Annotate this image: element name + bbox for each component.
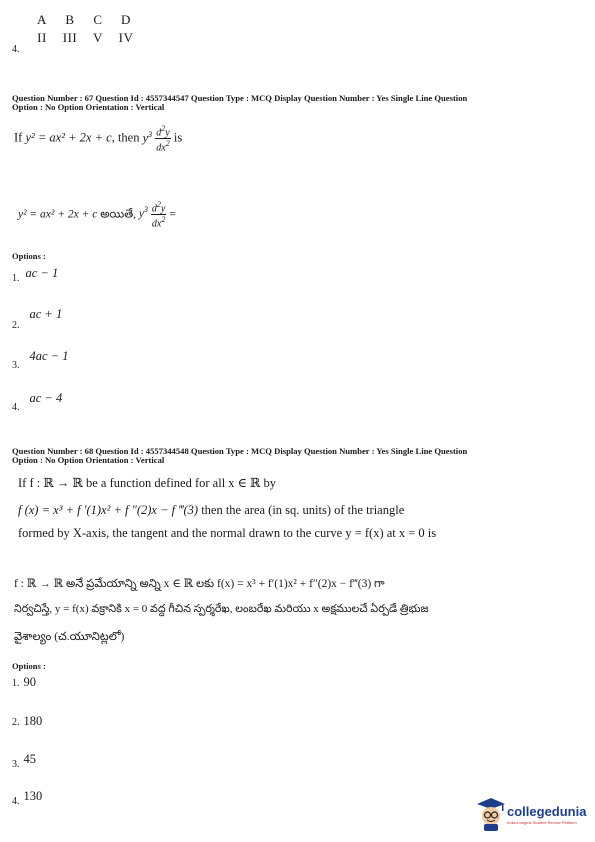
q68-english-line2-tail: then the area (in sq. units) of the triangle — [201, 503, 405, 517]
q67-is: is — [173, 130, 183, 145]
q68-option-1-number: 1. — [12, 678, 20, 689]
q67-option-3-number: 3. — [12, 360, 20, 371]
q68-option-3[interactable] — [12, 750, 36, 770]
match-header-c: C — [93, 12, 103, 27]
q67-option-2-text: ac + 1 — [29, 307, 63, 321]
q68-options-label: Options : — [12, 661, 46, 671]
q68-meta-line2: Option : No Option Orientation : Vertical — [12, 455, 165, 465]
match-value-a: II — [37, 30, 47, 45]
q68-option-2-text: 180 — [23, 714, 43, 728]
mascot-icon — [476, 797, 506, 831]
q67-english-question — [14, 124, 182, 154]
match-header-a: A — [37, 12, 47, 27]
q68-option-2-number: 2. — [12, 717, 20, 728]
q67-te-word: అయితే, — [100, 208, 137, 221]
q68-option-3-number: 3. — [12, 759, 20, 770]
q68-english-line2 — [18, 503, 404, 518]
q67-te-equation: y² = ax² + 2x + c — [18, 208, 98, 221]
q68-telugu-line2: నిర్వచిస్తే, y = f(x) వక్రానికి x = 0 వద్ద గీచిన స్పర్శరేఖ, లంబరేఖ మరియు x అక్షములచే ఏర్పడే త్రిభుజ — [14, 603, 429, 615]
q67-option-4-text: ac − 4 — [29, 391, 63, 405]
q68-function-equation: f (x) = x³ + f ′(1)x² + f ″(2)x − f ‴(3) — [18, 503, 199, 517]
q68-english-line3: formed by X-axis, the tangent and the normal drawn to the curve y = f(x) at x = 0 is — [18, 526, 437, 540]
q67-option-2[interactable] — [12, 305, 62, 331]
q68-option-3-text: 45 — [23, 752, 36, 766]
q67-option-4[interactable] — [12, 389, 62, 413]
q68-option-1-text: 90 — [23, 675, 36, 689]
q68-option-1[interactable] — [12, 673, 36, 691]
q67-option-1-number: 1. — [12, 273, 20, 284]
match-value-c: V — [93, 30, 103, 45]
q67-option-1-text: ac − 1 — [25, 266, 59, 280]
q67-option-3-text: 4ac − 1 — [29, 349, 69, 363]
q67-then: , then — [111, 130, 140, 145]
collegedunia-logo — [476, 797, 588, 833]
q67-option-3[interactable] — [12, 347, 68, 371]
q67-option-1[interactable] — [12, 264, 58, 284]
q67-option-4-number: 4. — [12, 402, 20, 413]
q67-te-second-derivative: $\frac{d^2y}{dx^2}$ — [151, 200, 166, 230]
q68-option-4-text: 130 — [23, 789, 43, 803]
q67-y-cubed: $y^3$ — [142, 129, 153, 145]
match-header-b: B — [65, 12, 75, 27]
q67-meta-line2: Option : No Option Orientation : Vertical — [12, 102, 165, 112]
q67-telugu-question — [18, 200, 176, 230]
q67-if: If — [14, 130, 23, 145]
match-option-number: 4. — [12, 44, 20, 55]
q68-english-line1: If f : ℝ → ℝ be a function defined for all x ∈ ℝ by — [18, 476, 277, 490]
logo-tagline: India's largest Student Review Platform — [507, 820, 577, 825]
match-header-d: D — [121, 12, 131, 27]
logo-name: collegedunia — [507, 804, 587, 819]
q68-option-4-number: 4. — [12, 796, 20, 807]
q67-meta-line1: Question Number : 67 Question Id : 4557344547 Question Type : MCQ Display Question Number : Yes Single Line Question — [12, 93, 468, 103]
match-value-d: IV — [118, 30, 134, 45]
q67-te-equals: = — [169, 208, 176, 221]
match-value-b: III — [62, 30, 78, 45]
q68-option-4[interactable] — [12, 787, 42, 807]
q68-telugu-line1: f : ℝ → ℝ అనే ప్రమేయాన్ని అన్ని x ∈ ℝ లకు f(x) = x³ + f′(1)x² + f″(2)x − f‴(3) గా — [14, 578, 385, 590]
q67-equation: y² = ax² + 2x + c — [25, 130, 112, 145]
q68-telugu-line3: వైశాల్యం (చ.యూనిట్లలో) — [14, 631, 125, 643]
q67-second-derivative: $\frac{d^2y}{dx^2}$ — [156, 124, 170, 154]
q67-te-y-cubed: $y^3$ — [138, 205, 149, 221]
q67-option-2-number: 2. — [12, 320, 20, 331]
q67-options-label: Options : — [12, 251, 46, 261]
q68-option-2[interactable] — [12, 712, 42, 730]
match-table — [28, 12, 168, 46]
q68-meta-line1: Question Number : 68 Question Id : 4557344548 Question Type : MCQ Display Question Number : Yes Single Line Question — [12, 446, 468, 456]
